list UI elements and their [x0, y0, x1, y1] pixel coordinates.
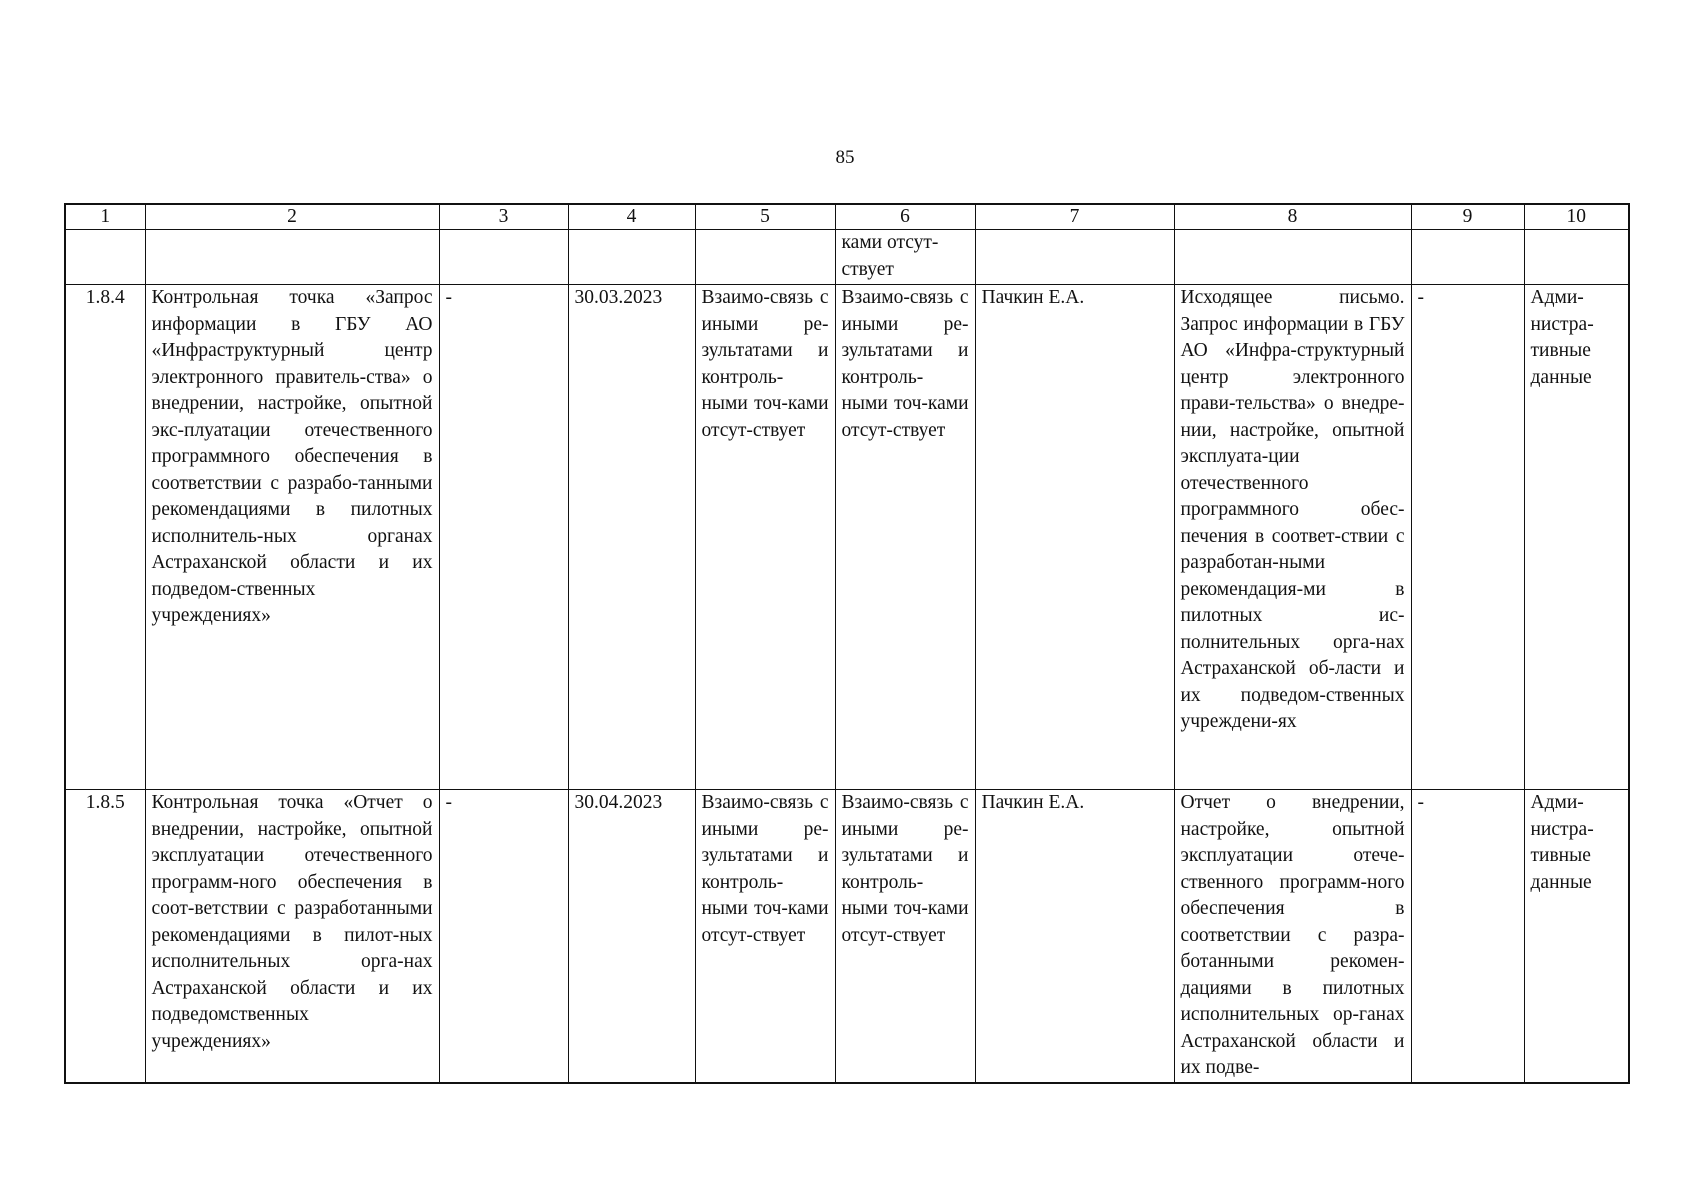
table-header-row	[65, 204, 1629, 230]
row-col5: Взаимо-связь с иными ре-зультатами и контроль-ными точ-ками отсут-ствует	[695, 285, 835, 790]
column-header: 9	[1411, 204, 1524, 230]
row-date: 30.03.2023	[568, 285, 695, 790]
row-name: Контрольная точка «Отчет о внедрении, настройке, опытной эксплуатации отечественного программ-ного обеспечения в соот-ветствии с разработанными рекомендациями в пилот-ных исполнительных орга-нах Астраханской области и их подведомственных учреждениях»	[145, 790, 439, 1083]
row-col5	[695, 230, 835, 285]
column-header: 8	[1174, 204, 1411, 230]
column-header: 1	[65, 204, 145, 230]
row-source: Адми-нистра-тивные данные	[1524, 285, 1629, 790]
row-name: Контрольная точка «Запрос информации в ГБУ АО «Инфраструктурный центр электронного правитель-ства» о внедрении, настройке, опытной экс-плуатации отечественного программного обеспечения в соответствии с разрабо-танными рекомендациями в пилотных исполнитель-ных органах Астраханской области и их подведом-ственных учреждениях»	[145, 285, 439, 790]
row-source	[1524, 230, 1629, 285]
column-header: 4	[568, 204, 695, 230]
table-row	[65, 285, 1629, 790]
row-date	[568, 230, 695, 285]
page-number: 85	[835, 147, 855, 168]
row-source: Адми-нистра-тивные данные	[1524, 790, 1629, 1083]
row-col6: Взаимо-связь с иными ре-зультатами и контроль-ными точ-ками отсут-ствует	[835, 790, 975, 1083]
row-col3	[439, 230, 568, 285]
column-header: 7	[975, 204, 1174, 230]
column-header: 3	[439, 204, 568, 230]
row-col5: Взаимо-связь с иными ре-зультатами и контроль-ными точ-ками отсут-ствует	[695, 790, 835, 1083]
table-row	[65, 790, 1629, 1083]
row-date: 30.04.2023	[568, 790, 695, 1083]
column-header: 10	[1524, 204, 1629, 230]
row-person	[975, 230, 1174, 285]
row-person: Пачкин Е.А.	[975, 285, 1174, 790]
row-col3: -	[439, 790, 568, 1083]
row-col9: -	[1411, 285, 1524, 790]
column-header: 6	[835, 204, 975, 230]
row-col3: -	[439, 285, 568, 790]
row-number: 1.8.5	[65, 790, 145, 1083]
row-document: Отчет о внедрении, настройке, опытной эксплуатации отече-ственного программ-ного обеспечения в соответствии с разра-ботанными рекомен-дациями в пилотных исполнительных ор-ганах Астраханской области и их подве-	[1174, 790, 1411, 1083]
row-col9: -	[1411, 790, 1524, 1083]
row-number: 1.8.4	[65, 285, 145, 790]
column-header: 5	[695, 204, 835, 230]
row-document	[1174, 230, 1411, 285]
column-header: 2	[145, 204, 439, 230]
row-col9	[1411, 230, 1524, 285]
row-person: Пачкин Е.А.	[975, 790, 1174, 1083]
row-number	[65, 230, 145, 285]
row-name	[145, 230, 439, 285]
row-col6: ками отсут- ствует	[841, 232, 939, 280]
table-row-continuation	[65, 230, 1629, 285]
plan-table	[64, 203, 1630, 1084]
row-document: Исходящее письмо. Запрос информации в ГБУ АО «Инфра-структурный центр электронного прави-тельства» о внедре-нии, настройке, опытной эксплуата-ции отечественного программного обес-печения в соответ-ствии с разработан-ными рекомендация-ми в пилотных ис-полнительных орга-нах Астраханской об-ласти и их подведом-ственных учреждени-ях	[1174, 285, 1411, 790]
row-col6: Взаимо-связь с иными ре-зультатами и контроль-ными точ-ками отсут-ствует	[835, 285, 975, 790]
